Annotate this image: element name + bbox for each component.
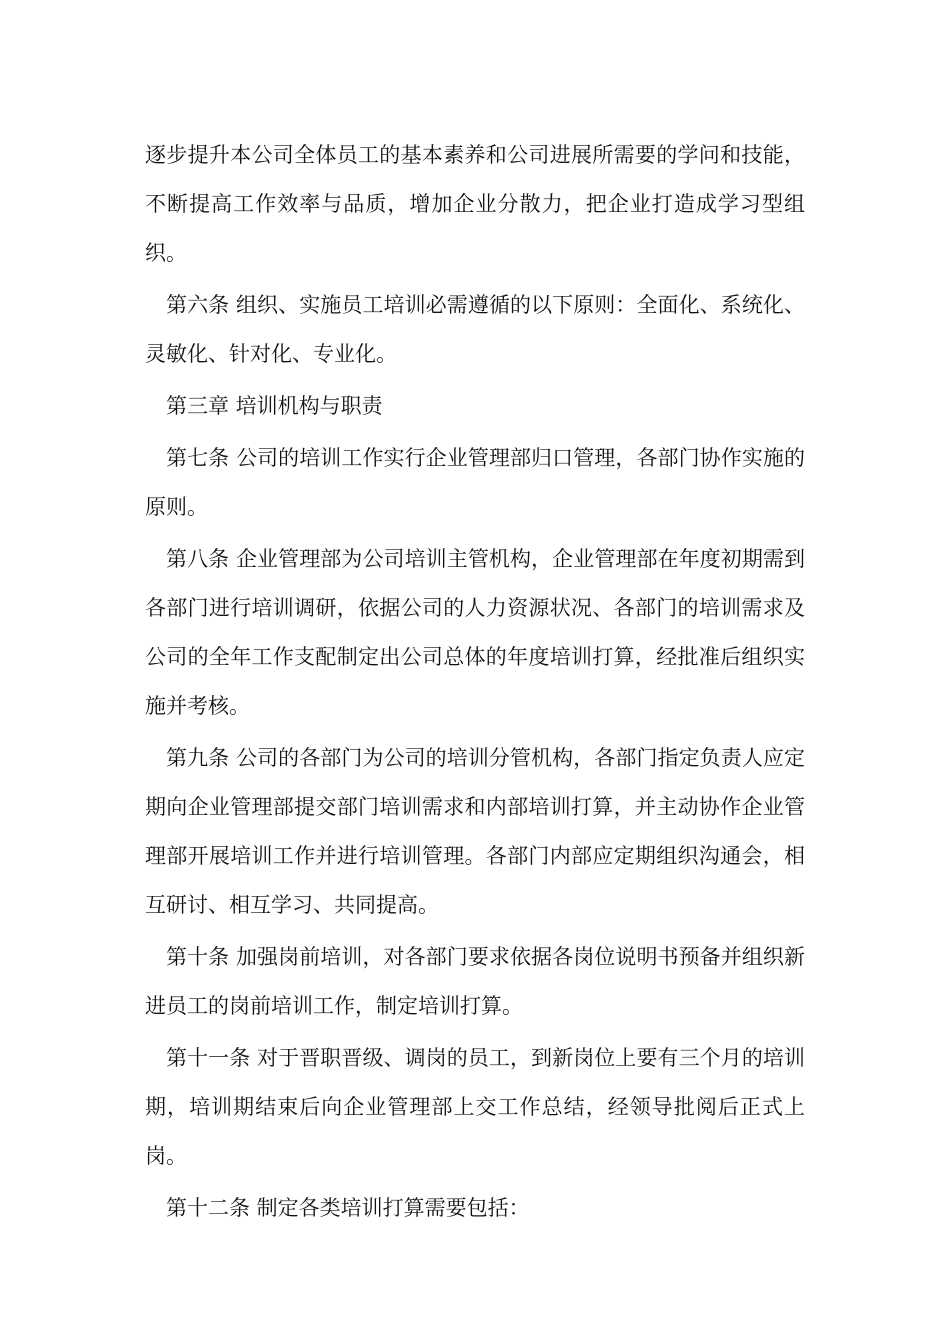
article-8: 第八条 企业管理部为公司培训主管机构，企业管理部在年度初期需到各部门进行培训调研，依据公司的人力资源状况、各部门的培训需求及公司的全年工作支配制定出公司总体的年度培训打算，经批准后组织实施并考核。: [145, 547, 805, 718]
article-10: 第十条 加强岗前培训，对各部门要求依据各岗位说明书预备并组织新进员工的岗前培训工作，制定培训打算。: [145, 945, 805, 1018]
chapter-3-heading: 第三章 培训机构与职责: [166, 394, 383, 418]
article-6: 第六条 组织、实施员工培训必需遵循的以下原则：全面化、系统化、灵敏化、针对化、专业化。: [145, 293, 805, 366]
article-11: 第十一条 对于晋职晋级、调岗的员工，到新岗位上要有三个月的培训期，培训期结束后向企业管理部上交工作总结，经领导批阅后正式上岗。: [145, 1046, 805, 1168]
paragraph-continuation: 逐步提升本公司全体员工的基本素养和公司进展所需要的学问和技能，不断提高工作效率与品质，增加企业分散力，把企业打造成学习型组织。: [145, 143, 805, 265]
document-body: [145, 131, 805, 1236]
article-9: 第九条 公司的各部门为公司的培训分管机构，各部门指定负责人应定期向企业管理部提交部门培训需求和内部培训打算，并主动协作企业管理部开展培训工作并进行培训管理。各部门内部应定期组织沟通会，相互研讨、相互学习、共同提高。: [145, 746, 805, 917]
article-12: 第十二条 制定各类培训打算需要包括：: [166, 1196, 530, 1220]
article-7: 第七条 公司的培训工作实行企业管理部归口管理，各部门协作实施的原则。: [145, 446, 805, 519]
